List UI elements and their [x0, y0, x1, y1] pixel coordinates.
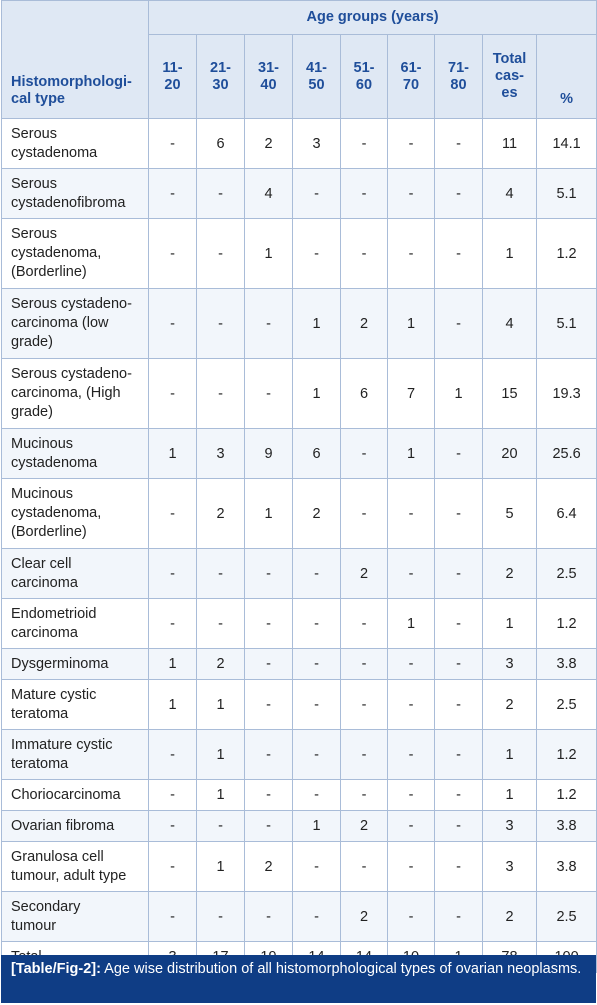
- count-cell: 2: [341, 289, 388, 359]
- count-cell: -: [149, 549, 197, 599]
- table-row: [2, 169, 597, 219]
- count-cell: 1: [197, 680, 245, 730]
- total-cell: 5: [483, 479, 537, 549]
- count-cell: -: [245, 730, 293, 780]
- count-cell: -: [341, 219, 388, 289]
- table-row: [2, 359, 597, 429]
- count-cell: -: [293, 549, 341, 599]
- type-cell: Serous cystadenoma, (Borderline): [2, 219, 149, 289]
- distribution-table: [1, 0, 597, 973]
- percent-cell: 1.2: [537, 730, 597, 780]
- type-cell: Endometrioid carcinoma: [2, 599, 149, 649]
- total-cell: 1: [483, 599, 537, 649]
- type-cell: Serous cystadeno- carcinoma (low grade): [2, 289, 149, 359]
- count-cell: -: [293, 649, 341, 680]
- table-row: [2, 780, 597, 811]
- count-cell: -: [388, 730, 435, 780]
- count-cell: 1: [293, 811, 341, 842]
- count-cell: -: [245, 892, 293, 942]
- count-cell: -: [149, 730, 197, 780]
- count-cell: -: [197, 359, 245, 429]
- type-cell: Dysgerminoma: [2, 649, 149, 680]
- count-cell: -: [197, 892, 245, 942]
- count-cell: 6: [293, 429, 341, 479]
- count-cell: -: [388, 649, 435, 680]
- count-cell: -: [149, 219, 197, 289]
- count-cell: 3: [197, 429, 245, 479]
- count-cell: 1: [293, 359, 341, 429]
- count-cell: -: [293, 780, 341, 811]
- total-cell: 2: [483, 549, 537, 599]
- type-cell: Immature cystic teratoma: [2, 730, 149, 780]
- table-header: [2, 1, 597, 119]
- type-cell: Mucinous cystadenoma: [2, 429, 149, 479]
- count-cell: -: [435, 479, 483, 549]
- count-cell: -: [341, 169, 388, 219]
- percent-cell: 3.8: [537, 842, 597, 892]
- count-cell: -: [197, 599, 245, 649]
- count-cell: -: [245, 649, 293, 680]
- count-cell: 2: [341, 892, 388, 942]
- count-cell: -: [293, 169, 341, 219]
- count-cell: -: [435, 219, 483, 289]
- percent-cell: 1.2: [537, 219, 597, 289]
- table-caption: [1, 955, 596, 1003]
- count-cell: -: [435, 680, 483, 730]
- count-cell: 1: [197, 842, 245, 892]
- count-cell: -: [341, 429, 388, 479]
- count-cell: -: [149, 811, 197, 842]
- count-cell: -: [341, 680, 388, 730]
- table-row: [2, 549, 597, 599]
- count-cell: -: [149, 119, 197, 169]
- count-cell: -: [149, 169, 197, 219]
- total-cell: 1: [483, 780, 537, 811]
- percent-cell: 25.6: [537, 429, 597, 479]
- count-cell: 2: [341, 811, 388, 842]
- table-row: [2, 289, 597, 359]
- table-row: [2, 680, 597, 730]
- count-cell: -: [388, 219, 435, 289]
- count-cell: -: [149, 479, 197, 549]
- percent-cell: 3.8: [537, 649, 597, 680]
- count-cell: -: [388, 680, 435, 730]
- caption-label: [Table/Fig-2]:: [11, 961, 101, 977]
- count-cell: -: [245, 811, 293, 842]
- count-cell: -: [388, 842, 435, 892]
- total-cell: 2: [483, 892, 537, 942]
- count-cell: -: [245, 780, 293, 811]
- count-cell: 1: [149, 680, 197, 730]
- type-cell: Mucinous cystadenoma, (Borderline): [2, 479, 149, 549]
- table-row: [2, 219, 597, 289]
- count-cell: -: [341, 119, 388, 169]
- count-cell: -: [149, 359, 197, 429]
- count-cell: -: [197, 169, 245, 219]
- count-cell: -: [197, 549, 245, 599]
- type-cell: Secondary tumour: [2, 892, 149, 942]
- count-cell: -: [245, 359, 293, 429]
- table-row: [2, 892, 597, 942]
- table-body: [2, 119, 597, 973]
- count-cell: -: [388, 892, 435, 942]
- count-cell: -: [245, 549, 293, 599]
- type-cell: Choriocarcinoma: [2, 780, 149, 811]
- count-cell: -: [245, 599, 293, 649]
- percent-cell: 1.2: [537, 599, 597, 649]
- type-column-header: [2, 1, 149, 119]
- type-cell: Clear cell carcinoma: [2, 549, 149, 599]
- count-cell: -: [435, 169, 483, 219]
- table-row: [2, 599, 597, 649]
- count-cell: -: [388, 780, 435, 811]
- type-cell: Granulosa cell tumour, adult type: [2, 842, 149, 892]
- percent-cell: 3.8: [537, 811, 597, 842]
- count-cell: -: [341, 842, 388, 892]
- count-cell: 1: [245, 219, 293, 289]
- age-group-header: 41- 50: [293, 35, 341, 119]
- type-cell: Serous cystadenoma: [2, 119, 149, 169]
- total-cases-header: Total cas- es: [483, 35, 537, 119]
- total-cell: 4: [483, 169, 537, 219]
- total-cell: 4: [483, 289, 537, 359]
- age-group-header: 51- 60: [341, 35, 388, 119]
- count-cell: -: [293, 842, 341, 892]
- total-cell: 11: [483, 119, 537, 169]
- type-cell: Serous cystadenofibroma: [2, 169, 149, 219]
- count-cell: 3: [293, 119, 341, 169]
- count-cell: 9: [245, 429, 293, 479]
- count-cell: -: [293, 680, 341, 730]
- count-cell: -: [435, 892, 483, 942]
- count-cell: 2: [341, 549, 388, 599]
- total-cell: 3: [483, 842, 537, 892]
- count-cell: -: [388, 169, 435, 219]
- percent-cell: 6.4: [537, 479, 597, 549]
- count-cell: -: [341, 599, 388, 649]
- age-group-header: 31- 40: [245, 35, 293, 119]
- type-header-label: Histomorphologi-cal type: [11, 74, 132, 107]
- count-cell: -: [149, 892, 197, 942]
- count-cell: -: [197, 811, 245, 842]
- count-cell: -: [293, 599, 341, 649]
- count-cell: -: [245, 680, 293, 730]
- type-cell: Serous cystadeno- carcinoma, (High grade): [2, 359, 149, 429]
- percent-header: %: [537, 35, 597, 119]
- count-cell: 2: [197, 479, 245, 549]
- count-cell: -: [435, 730, 483, 780]
- age-group-header: 71- 80: [435, 35, 483, 119]
- count-cell: 1: [149, 429, 197, 479]
- count-cell: 1: [388, 599, 435, 649]
- count-cell: 1: [435, 359, 483, 429]
- total-cell: 1: [483, 219, 537, 289]
- count-cell: -: [435, 649, 483, 680]
- count-cell: -: [197, 219, 245, 289]
- count-cell: 4: [245, 169, 293, 219]
- count-cell: -: [149, 599, 197, 649]
- count-cell: -: [341, 649, 388, 680]
- count-cell: -: [435, 549, 483, 599]
- table-row: [2, 811, 597, 842]
- count-cell: -: [435, 289, 483, 359]
- caption-text: Age wise distribution of all histomorphological types of ovarian neoplasms.: [100, 961, 582, 977]
- percent-cell: 14.1: [537, 119, 597, 169]
- count-cell: 1: [293, 289, 341, 359]
- count-cell: -: [388, 119, 435, 169]
- count-cell: 1: [149, 649, 197, 680]
- age-group-header: 21- 30: [197, 35, 245, 119]
- count-cell: 1: [197, 780, 245, 811]
- count-cell: -: [197, 289, 245, 359]
- age-group-header: 61- 70: [388, 35, 435, 119]
- type-cell: Mature cystic teratoma: [2, 680, 149, 730]
- percent-cell: 19.3: [537, 359, 597, 429]
- percent-cell: 5.1: [537, 169, 597, 219]
- count-cell: 1: [388, 289, 435, 359]
- count-cell: -: [435, 842, 483, 892]
- percent-cell: 2.5: [537, 892, 597, 942]
- table-row: [2, 429, 597, 479]
- table-row: [2, 730, 597, 780]
- count-cell: 1: [197, 730, 245, 780]
- count-cell: -: [388, 549, 435, 599]
- percent-cell: 5.1: [537, 289, 597, 359]
- count-cell: -: [435, 429, 483, 479]
- percent-cell: 1.2: [537, 780, 597, 811]
- age-group-header: 11- 20: [149, 35, 197, 119]
- percent-cell: 2.5: [537, 680, 597, 730]
- count-cell: 2: [197, 649, 245, 680]
- type-cell: Ovarian fibroma: [2, 811, 149, 842]
- count-cell: 2: [245, 842, 293, 892]
- total-cell: 1: [483, 730, 537, 780]
- count-cell: -: [293, 892, 341, 942]
- count-cell: 1: [245, 479, 293, 549]
- count-cell: -: [245, 289, 293, 359]
- count-cell: -: [341, 479, 388, 549]
- count-cell: -: [149, 780, 197, 811]
- count-cell: -: [435, 599, 483, 649]
- count-cell: -: [293, 219, 341, 289]
- count-cell: -: [435, 119, 483, 169]
- count-cell: -: [435, 811, 483, 842]
- table-row: [2, 842, 597, 892]
- count-cell: -: [388, 479, 435, 549]
- count-cell: -: [435, 780, 483, 811]
- total-cell: 20: [483, 429, 537, 479]
- count-cell: -: [149, 289, 197, 359]
- count-cell: -: [341, 780, 388, 811]
- table-row: [2, 649, 597, 680]
- table-row: [2, 119, 597, 169]
- count-cell: 7: [388, 359, 435, 429]
- percent-cell: 2.5: [537, 549, 597, 599]
- count-cell: 2: [245, 119, 293, 169]
- count-cell: 1: [388, 429, 435, 479]
- count-cell: -: [149, 842, 197, 892]
- count-cell: -: [293, 730, 341, 780]
- count-cell: 6: [197, 119, 245, 169]
- age-groups-header: Age groups (years): [149, 1, 597, 35]
- count-cell: -: [341, 730, 388, 780]
- total-cell: 3: [483, 811, 537, 842]
- total-cell: 2: [483, 680, 537, 730]
- count-cell: 6: [341, 359, 388, 429]
- table-row: [2, 479, 597, 549]
- count-cell: -: [388, 811, 435, 842]
- total-cell: 15: [483, 359, 537, 429]
- count-cell: 2: [293, 479, 341, 549]
- total-cell: 3: [483, 649, 537, 680]
